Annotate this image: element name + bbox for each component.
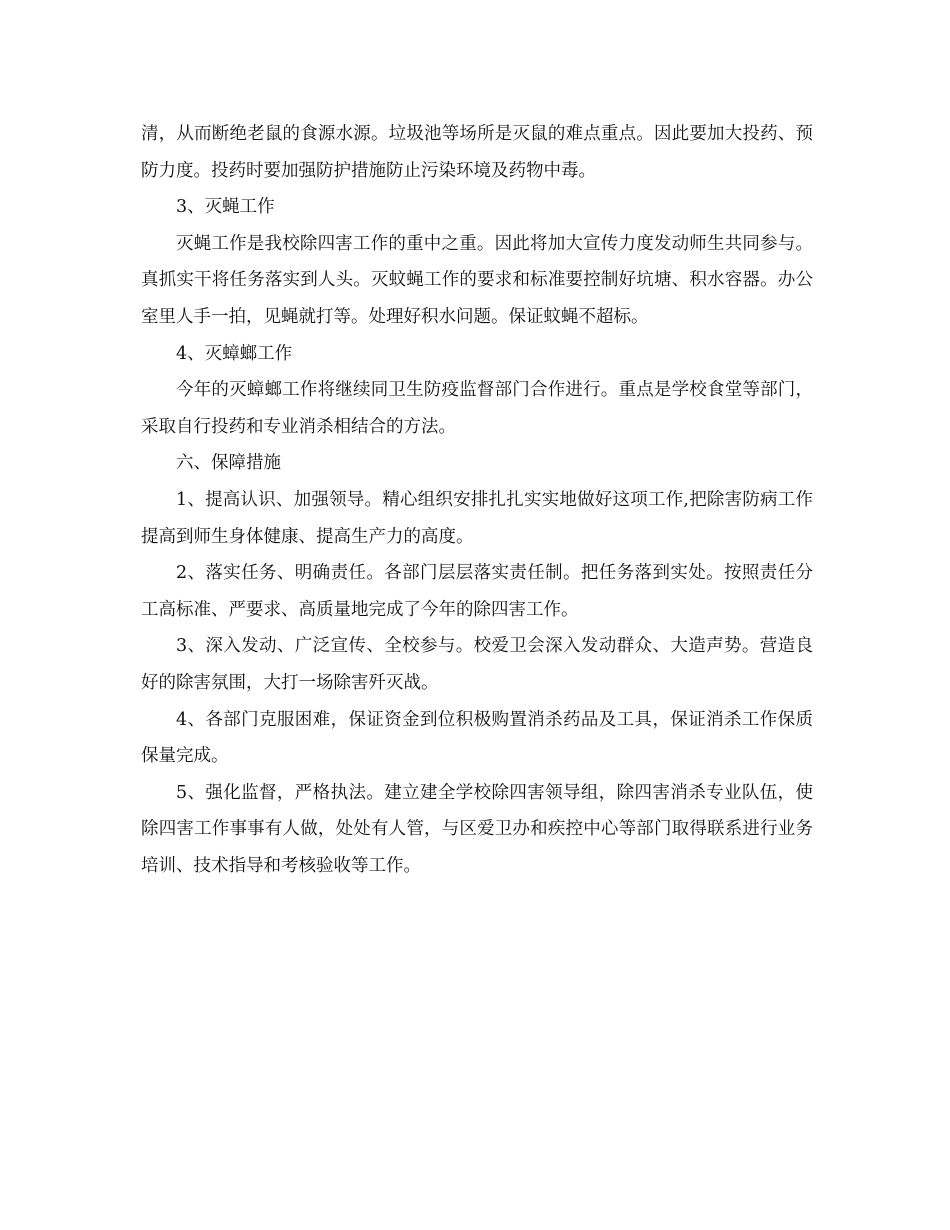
paragraph-fly-control: 灭蝇工作是我校除四害工作的重中之重。因此将加大宣传力度发动师生共同参与。真抓实干将任务落实到人头。灭蚊蝇工作的要求和标准要控制好坑塘、积水容器。办公室里人手一拍，见蝇就打等。处理好积水问题。保证蚊蝇不超标。 bbox=[141, 233, 813, 327]
paragraph-measure-1: 1、提高认识、加强领导。精心组织安排扎扎实实地做好这项工作,把除害防病工作提高到师生身体健康、提高生产力的高度。 bbox=[141, 489, 813, 547]
heading-fly-control: 3、灭蝇工作 bbox=[176, 197, 275, 218]
document-body bbox=[141, 116, 813, 884]
paragraph-measure-5: 5、强化监督，严格执法。建立建全学校除四害领导组，除四害消杀专业队伍，使除四害工作事事有人做，处处有人管，与区爱卫办和疾控中心等部门取得联系进行业务培训、技术指导和考核验收等工作。 bbox=[141, 782, 813, 876]
heading-safeguard-measures: 六、保障措施 bbox=[176, 453, 281, 474]
heading-cockroach-control: 4、灭蟑螂工作 bbox=[176, 343, 293, 364]
paragraph-rodent-control-end: 清，从而断绝老鼠的食源水源。垃圾池等场所是灭鼠的难点重点。因此要加大投药、预防力度。投药时要加强防护措施防止污染环境及药物中毒。 bbox=[141, 124, 813, 181]
paragraph-measure-2: 2、落实任务、明确责任。各部门层层落实责任制。把任务落到实处。按照责任分工高标准、严要求、高质量地完成了今年的除四害工作。 bbox=[141, 563, 813, 620]
paragraph-cockroach-control: 今年的灭蟑螂工作将继续同卫生防疫监督部门合作进行。重点是学校食堂等部门，采取自行投药和专业消杀相结合的方法。 bbox=[141, 380, 813, 437]
paragraph-measure-4: 4、各部门克服困难，保证资金到位积极购置消杀药品及工具，保证消杀工作保质保量完成。 bbox=[141, 709, 813, 767]
paragraph-measure-3: 3、深入发动、广泛宣传、全校参与。校爱卫会深入发动群众、大造声势。营造良好的除害氛围，大打一场除害歼灭战。 bbox=[141, 636, 813, 693]
